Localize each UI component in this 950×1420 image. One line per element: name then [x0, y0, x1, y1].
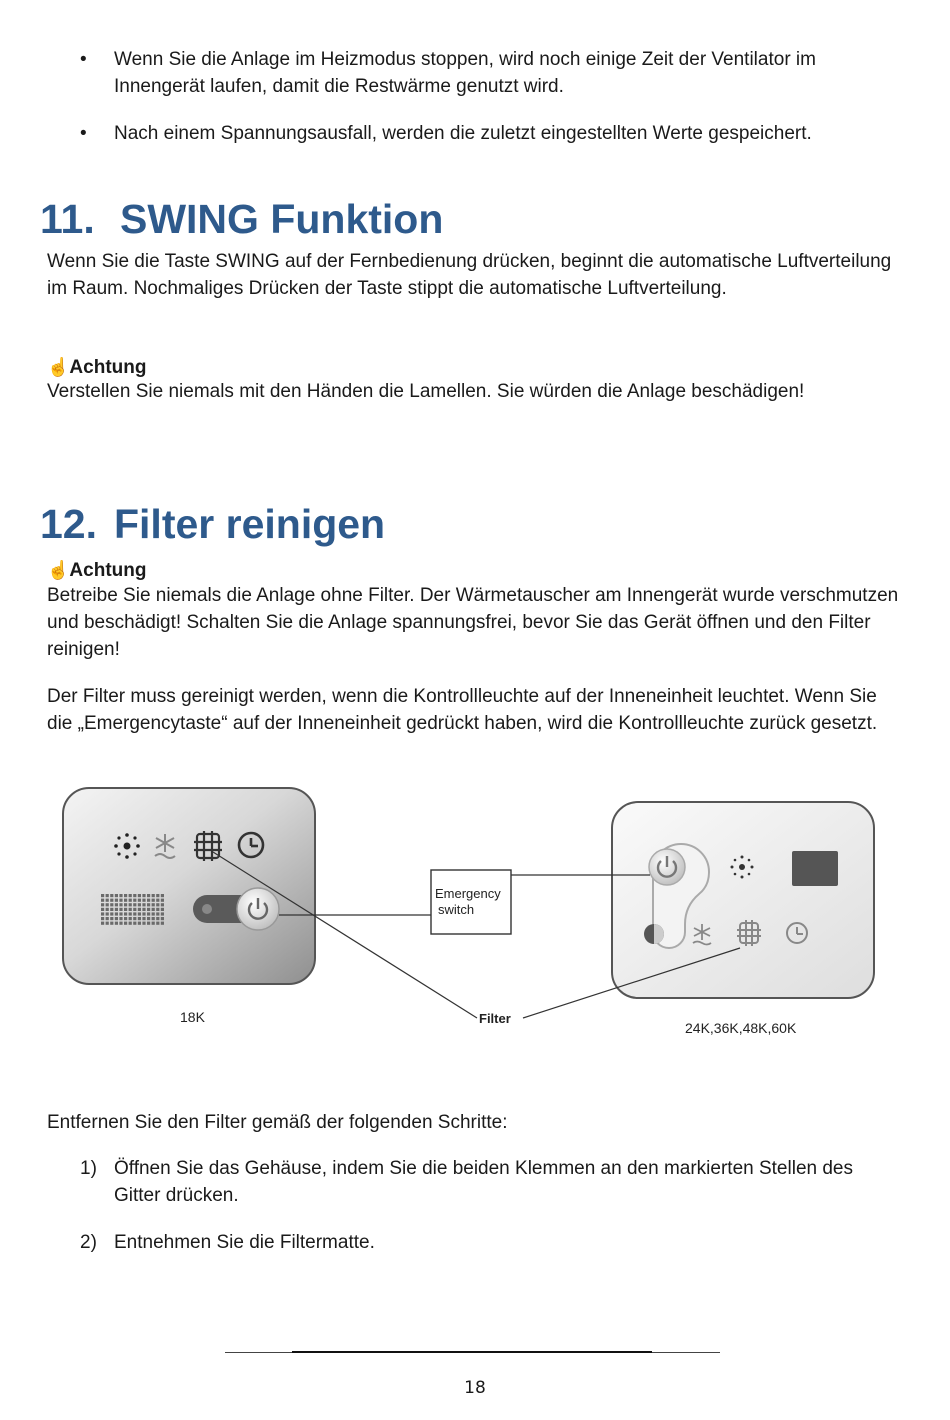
matrix-dot: [142, 917, 145, 920]
matrix-dot: [147, 894, 150, 897]
matrix-dot: [147, 908, 150, 911]
mode-indicator-icon: [644, 924, 664, 944]
matrix-dot: [156, 894, 159, 897]
matrix-dot: [101, 894, 104, 897]
label-18k: 18K: [180, 1009, 205, 1025]
matrix-dot: [115, 894, 118, 897]
matrix-dot: [106, 903, 109, 906]
matrix-dot: [142, 908, 145, 911]
matrix-dot: [124, 917, 127, 920]
label-24k-60k: 24K,36K,48K,60K: [685, 1020, 797, 1036]
emergency-label-line2: switch: [438, 902, 475, 917]
matrix-dot: [101, 912, 104, 915]
matrix-dot: [138, 917, 141, 920]
matrix-dot: [133, 912, 136, 915]
matrix-dot: [124, 908, 127, 911]
matrix-dot: [110, 922, 113, 925]
section-11-heading: [40, 195, 443, 243]
matrix-dot: [119, 908, 122, 911]
matrix-dot: [115, 922, 118, 925]
matrix-dot: [106, 899, 109, 902]
matrix-dot: [106, 912, 109, 915]
list-item: [80, 1155, 900, 1209]
matrix-dot: [115, 917, 118, 920]
emergency-label-line1: Emergency: [435, 886, 501, 901]
achtung-label: [47, 355, 146, 380]
matrix-dot: [115, 908, 118, 911]
matrix-dot: [147, 912, 150, 915]
matrix-dot: [161, 899, 164, 902]
matrix-dot: [156, 917, 159, 920]
matrix-dot: [133, 917, 136, 920]
matrix-dot: [142, 899, 145, 902]
matrix-dot: [142, 922, 145, 925]
matrix-dot: [110, 894, 113, 897]
matrix-dot: [161, 908, 164, 911]
step-marker: 1): [80, 1158, 97, 1179]
matrix-dot: [129, 922, 132, 925]
section-title: Filter reinigen: [114, 501, 386, 547]
step-text: Öffnen Sie das Gehäuse, indem Sie die beiden Klemmen an den markierten Stellen des Gitter drücken.: [114, 1158, 853, 1206]
matrix-dot: [161, 903, 164, 906]
panel-24k-60k: [612, 802, 874, 998]
achtung-text-label: Achtung: [69, 357, 147, 378]
matrix-dot: [133, 903, 136, 906]
matrix-dot: [124, 903, 127, 906]
matrix-dot: [106, 908, 109, 911]
matrix-dot: [147, 917, 150, 920]
matrix-dot: [156, 903, 159, 906]
matrix-dot: [156, 922, 159, 925]
bullet-mark: •: [80, 49, 87, 70]
matrix-dot: [152, 917, 155, 920]
matrix-dot: [138, 908, 141, 911]
matrix-dot: [147, 899, 150, 902]
matrix-dot: [138, 899, 141, 902]
matrix-dot: [161, 894, 164, 897]
matrix-dot: [129, 912, 132, 915]
section-11-body: Wenn Sie die Taste SWING auf der Fernbedienung drücken, beginnt die automatische Luftverteilung im Raum. Nochmaliges Drücken der Taste stippt die automatische Luftverteilung.: [47, 251, 892, 299]
matrix-dot: [124, 912, 127, 915]
filter-indicator-paragraph: Der Filter muss gereinigt werden, wenn die Kontrollleuchte auf der Inneneinheit leuchtet. Wenn Sie die „Emergencytaste“ auf der Inneneinheit gedrückt haben, wird die Kontrollleuchte zurück gesetzt.: [47, 686, 878, 734]
matrix-dot: [138, 903, 141, 906]
section-12-heading: [40, 500, 385, 548]
matrix-dot: [101, 908, 104, 911]
matrix-dot: [110, 917, 113, 920]
matrix-dot: [129, 899, 132, 902]
step-text: Entnehmen Sie die Filtermatte.: [114, 1232, 375, 1253]
matrix-dot: [142, 903, 145, 906]
list-item: [80, 1229, 900, 1256]
matrix-dot: [133, 899, 136, 902]
matrix-dot: [119, 917, 122, 920]
step-marker: 2): [80, 1232, 97, 1253]
page-number: 18: [464, 1378, 486, 1398]
hand-pointing-icon: ☝: [47, 560, 70, 580]
matrix-dot: [138, 894, 141, 897]
matrix-dot: [106, 922, 109, 925]
matrix-dot: [110, 912, 113, 915]
matrix-dot: [115, 899, 118, 902]
steps-intro: Entfernen Sie den Filter gemäß der folgenden Schritte:: [47, 1112, 508, 1133]
footer-divider-accent: [292, 1351, 652, 1353]
matrix-dot: [110, 899, 113, 902]
achtung-warning: Betreibe Sie niemals die Anlage ohne Filter. Der Wärmetauscher am Innengerät wurde verschmutzen und beschädigt! Schalten Sie die Anlage spannungsfrei, bevor Sie das Gerät öffnen und den Filter reinigen!: [47, 585, 899, 660]
matrix-dot: [119, 899, 122, 902]
matrix-dot: [156, 912, 159, 915]
matrix-dot: [156, 908, 159, 911]
matrix-dot: [110, 903, 113, 906]
matrix-dot: [152, 894, 155, 897]
matrix-dot: [101, 903, 104, 906]
matrix-dot: [147, 903, 150, 906]
matrix-dot: [133, 922, 136, 925]
hand-pointing-icon: ☝: [47, 357, 70, 377]
matrix-dot: [115, 903, 118, 906]
matrix-dot: [129, 903, 132, 906]
section-number: 11.: [40, 196, 95, 242]
matrix-dot: [101, 899, 104, 902]
matrix-dot: [152, 912, 155, 915]
panel-18k: [63, 788, 315, 984]
matrix-dot: [142, 894, 145, 897]
bullet-text: Wenn Sie die Anlage im Heizmodus stoppen, wird noch einige Zeit der Ventilator im Innengerät laufen, damit die Restwärme genutzt wird.: [114, 49, 816, 97]
matrix-dot: [124, 894, 127, 897]
matrix-dot: [152, 922, 155, 925]
achtung-text-label: Achtung: [69, 560, 147, 581]
matrix-dot: [119, 903, 122, 906]
matrix-dot: [161, 912, 164, 915]
matrix-dot: [133, 894, 136, 897]
matrix-dot: [106, 917, 109, 920]
matrix-dot: [106, 894, 109, 897]
matrix-dot: [101, 917, 104, 920]
achtung-label: [47, 558, 146, 583]
matrix-dot: [129, 908, 132, 911]
matrix-dot: [152, 903, 155, 906]
matrix-dot: [115, 912, 118, 915]
matrix-dot: [142, 912, 145, 915]
section-number: 12.: [40, 501, 97, 547]
bullet-text: Nach einem Spannungsausfall, werden die zuletzt eingestellten Werte gespeichert.: [114, 123, 812, 144]
emergency-switch-callout: [279, 870, 650, 934]
matrix-dot: [110, 908, 113, 911]
matrix-dot: [152, 908, 155, 911]
matrix-dot: [133, 908, 136, 911]
bullet-item: [80, 120, 900, 147]
matrix-dot: [101, 922, 104, 925]
matrix-dot: [161, 917, 164, 920]
label-filter: Filter: [479, 1011, 511, 1026]
indoor-unit-display-figure: [55, 782, 885, 1052]
matrix-dot: [119, 922, 122, 925]
bullet-mark: •: [80, 123, 87, 144]
bullet-item: [80, 46, 900, 100]
matrix-dot: [156, 899, 159, 902]
matrix-dot: [129, 917, 132, 920]
matrix-dot: [124, 899, 127, 902]
matrix-dot: [152, 899, 155, 902]
digital-display: [792, 851, 838, 886]
power-button-24k: [649, 849, 685, 885]
matrix-dot: [138, 912, 141, 915]
achtung-warning: Verstellen Sie niemals mit den Händen die Lamellen. Sie würden die Anlage beschädigen!: [47, 381, 805, 402]
matrix-dot: [124, 922, 127, 925]
matrix-dot: [138, 922, 141, 925]
matrix-dot: [161, 922, 164, 925]
section-title: SWING Funktion: [120, 196, 444, 242]
matrix-dot: [147, 922, 150, 925]
matrix-dot: [129, 894, 132, 897]
matrix-dot: [119, 912, 122, 915]
matrix-dot: [119, 894, 122, 897]
